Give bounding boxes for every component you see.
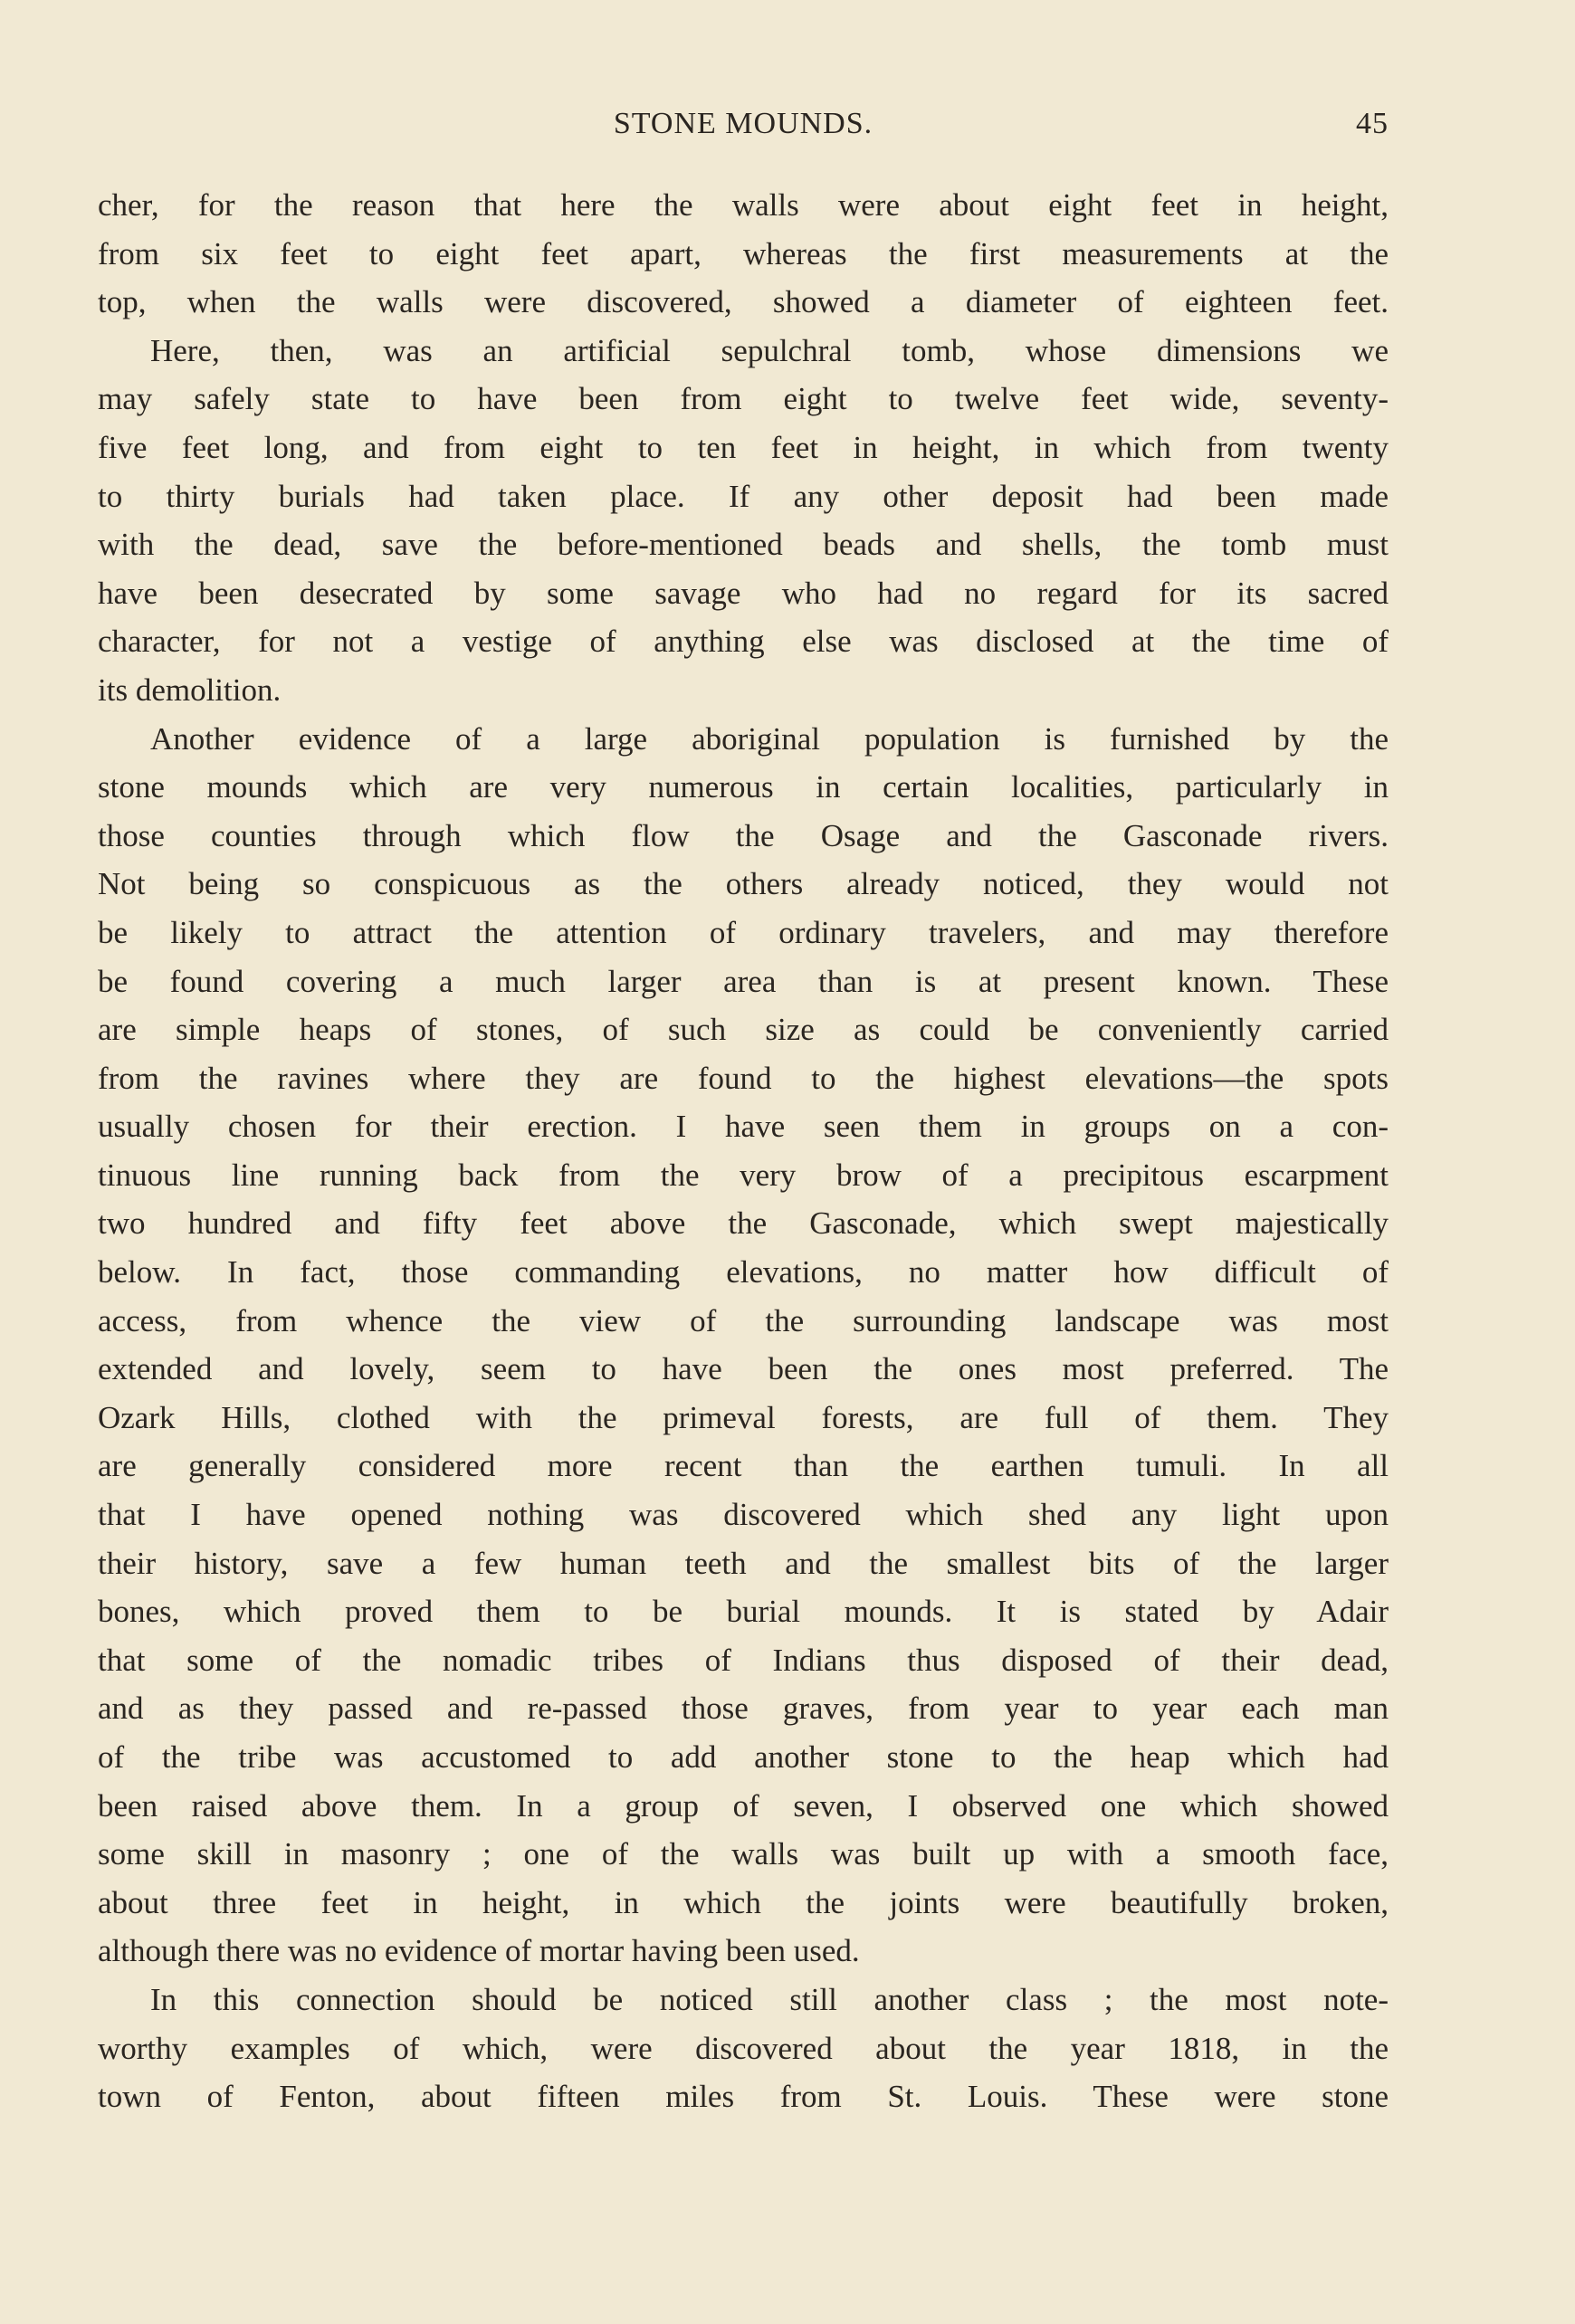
text-line: are simple heaps of stones, of such size as could be conveniently carried <box>98 1012 1389 1048</box>
running-title: STONE MOUNDS. <box>613 107 873 140</box>
text-line: In this connection should be noticed still another class ; the most note- <box>150 1981 1389 2017</box>
text-line: bones, which proved them to be burial mounds. It is stated by Adair <box>98 1594 1389 1630</box>
text-line: from the ravines where they are found to the highest elevations—the spots <box>98 1060 1389 1096</box>
text-line: those counties through which flow the Osage and the Gasconade rivers. <box>98 817 1389 853</box>
text-line: worthy examples of which, were discovered about the year 1818, in the <box>98 2030 1389 2066</box>
running-header <box>98 107 1389 152</box>
text-line: their history, save a few human teeth and the smallest bits of the larger <box>98 1545 1389 1581</box>
text-line: from six feet to eight feet apart, whereas the first measurements at the <box>98 235 1389 271</box>
text-line: tinuous line running back from the very brow of a precipitous escarpment <box>98 1157 1389 1193</box>
text-line: character, for not a vestige of anything else was disclosed at the time of <box>98 624 1389 660</box>
page-number: 45 <box>1356 107 1389 140</box>
text-line: town of Fenton, about fifteen miles from St. Louis. These were stone <box>98 2079 1389 2115</box>
text-line: be likely to attract the attention of ordinary travelers, and may therefore <box>98 914 1389 950</box>
text-line: usually chosen for their erection. I have seen them in groups on a con- <box>98 1109 1389 1145</box>
text-line: top, when the walls were discovered, showed a diameter of eighteen feet. <box>98 284 1389 320</box>
text-line: its demolition. <box>98 671 282 708</box>
text-line: be found covering a much larger area than is at present known. These <box>98 963 1389 999</box>
text-line: access, from whence the view of the surrounding landscape was most <box>98 1302 1389 1338</box>
text-line: five feet long, and from eight to ten feet in height, in which from twenty <box>98 429 1389 465</box>
text-line: may safely state to have been from eight to twelve feet wide, seventy- <box>98 381 1389 417</box>
text-line: although there was no evidence of mortar having been used. <box>98 1933 860 1969</box>
text-line: Ozark Hills, clothed with the primeval forests, are full of them. They <box>98 1399 1389 1435</box>
text-line: some skill in masonry ; one of the walls was built up with a smooth face, <box>98 1836 1389 1872</box>
text-line: Here, then, was an artificial sepulchral tomb, whose dimensions we <box>150 332 1389 368</box>
text-line: with the dead, save the before-mentioned beads and shells, the tomb must <box>98 527 1389 563</box>
text-line: to thirty burials had taken place. If any other deposit had been made <box>98 478 1389 514</box>
body-text <box>98 181 1389 2121</box>
text-line: that I have opened nothing was discovered which shed any light upon <box>98 1497 1389 1533</box>
text-line: extended and lovely, seem to have been the ones most preferred. The <box>98 1351 1389 1387</box>
text-line: been raised above them. In a group of seven, I observed one which showed <box>98 1787 1389 1824</box>
text-line: about three feet in height, in which the joints were beautifully broken, <box>98 1884 1389 1920</box>
text-line: Not being so conspicuous as the others already noticed, they would not <box>98 866 1389 902</box>
text-line: of the tribe was accustomed to add another stone to the heap which had <box>98 1739 1389 1775</box>
text-line: cher, for the reason that here the walls were about eight feet in height, <box>98 187 1389 223</box>
text-line: have been desecrated by some savage who had no regard for its sacred <box>98 575 1389 611</box>
text-line: two hundred and fifty feet above the Gasconade, which swept majestically <box>98 1205 1389 1242</box>
text-line: below. In fact, those commanding elevations, no matter how difficult of <box>98 1254 1389 1291</box>
text-line: that some of the nomadic tribes of Indians thus disposed of their dead, <box>98 1642 1389 1678</box>
text-line: are generally considered more recent than the earthen tumuli. In all <box>98 1448 1389 1484</box>
text-line: Another evidence of a large aboriginal population is furnished by the <box>150 720 1389 757</box>
text-line: and as they passed and re-passed those graves, from year to year each man <box>98 1691 1389 1727</box>
text-line: stone mounds which are very numerous in certain localities, particularly in <box>98 769 1389 805</box>
